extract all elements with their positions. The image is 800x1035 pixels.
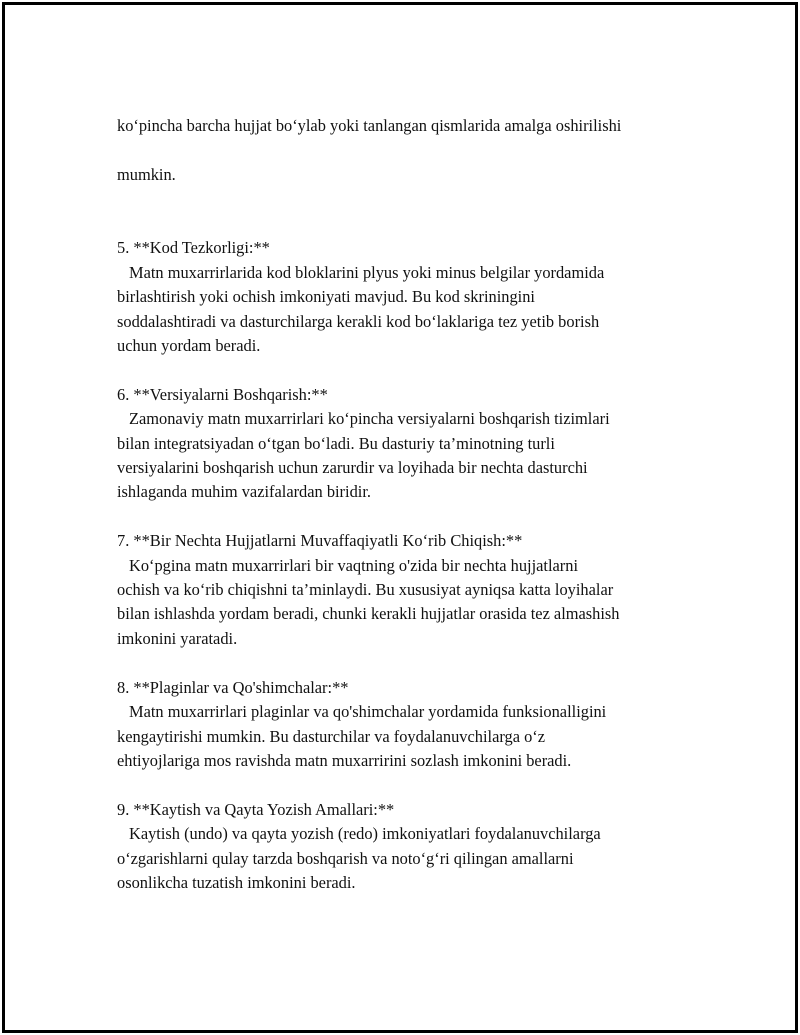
text-line: Matn muxarrirlari plaginlar va qo'shimchalar yordamida funksionalligini (129, 702, 607, 722)
text-line: kengaytirishi mumkin. Bu dasturchilar va foydalanuvchilarga o‘z (117, 726, 546, 746)
section-heading: 8. **Plaginlar va Qo'shimchalar:** (117, 677, 349, 697)
section-heading: 5. **Kod Tezkorligi:** (117, 238, 270, 258)
section-bir-nechta-hujjatlar (117, 529, 717, 651)
text-line: ishlaganda muhim vazifalardan biridir. (117, 482, 371, 502)
text-line: soddalashtiradi va dasturchilarga kerakli kod bo‘laklariga tez yetib borish (117, 311, 600, 331)
text-line: Zamonaviy matn muxarrirlari ko‘pincha versiyalarni boshqarish tizimlari (129, 409, 610, 429)
section-body (117, 554, 717, 652)
text-line: uchun yordam beradi. (117, 336, 261, 356)
section-heading: 7. **Bir Nechta Hujjatlarni Muvaffaqiyatli Ko‘rib Chiqish:** (117, 531, 523, 551)
section-body (117, 822, 717, 895)
section-kod-tezkorligi (117, 236, 717, 358)
intro-paragraph (117, 90, 717, 212)
section-body (117, 407, 717, 505)
section-plaginlar (117, 676, 717, 774)
text-line: imkonini yaratadi. (117, 628, 238, 648)
text-line: ehtiyojlariga mos ravishda matn muxarririni sozlash imkonini beradi. (117, 750, 572, 770)
section-kaytish-qayta-yozish (117, 798, 717, 896)
text-line: Matn muxarrirlarida kod bloklarini plyus yoki minus belgilar yordamida (129, 262, 605, 282)
text-line: Kaytish (undo) va qayta yozish (redo) imkoniyatlari foydalanuvchilarga (129, 824, 601, 844)
text-line: versiyalarini boshqarish uchun zarurdir va loyihada bir nechta dasturchi (117, 458, 588, 478)
section-heading: 6. **Versiyalarni Boshqarish:** (117, 384, 328, 404)
section-body (117, 700, 717, 773)
text-line: bilan integratsiyadan o‘tgan bo‘ladi. Bu dasturiy ta’minotning turli (117, 433, 555, 453)
text-line: bilan ishlashda yordam beradi, chunki kerakli hujjatlar orasida tez almashish (117, 604, 620, 624)
section-heading: 9. **Kaytish va Qayta Yozish Amallari:** (117, 799, 395, 819)
text-line: ochish va ko‘rib chiqishni ta’minlaydi. Bu xususiyat ayniqsa katta loyihalar (117, 580, 614, 600)
text-line: mumkin. (117, 165, 176, 185)
section-versiyalarni-boshqarish (117, 383, 717, 505)
text-line: osonlikcha tuzatish imkonini beradi. (117, 872, 356, 892)
document-body (117, 90, 717, 895)
text-line: ko‘pincha barcha hujjat bo‘ylab yoki tanlangan qismlarida amalga oshirilishi (117, 116, 622, 136)
text-line: birlashtirish yoki ochish imkoniyati mavjud. Bu kod skriningini (117, 287, 535, 307)
text-line: Ko‘pgina matn muxarrirlari bir vaqtning o'zida bir nechta hujjatlarni (129, 555, 578, 575)
section-body (117, 261, 717, 359)
text-line: o‘zgarishlarni qulay tarzda boshqarish va noto‘g‘ri qilingan amallarni (117, 848, 574, 868)
